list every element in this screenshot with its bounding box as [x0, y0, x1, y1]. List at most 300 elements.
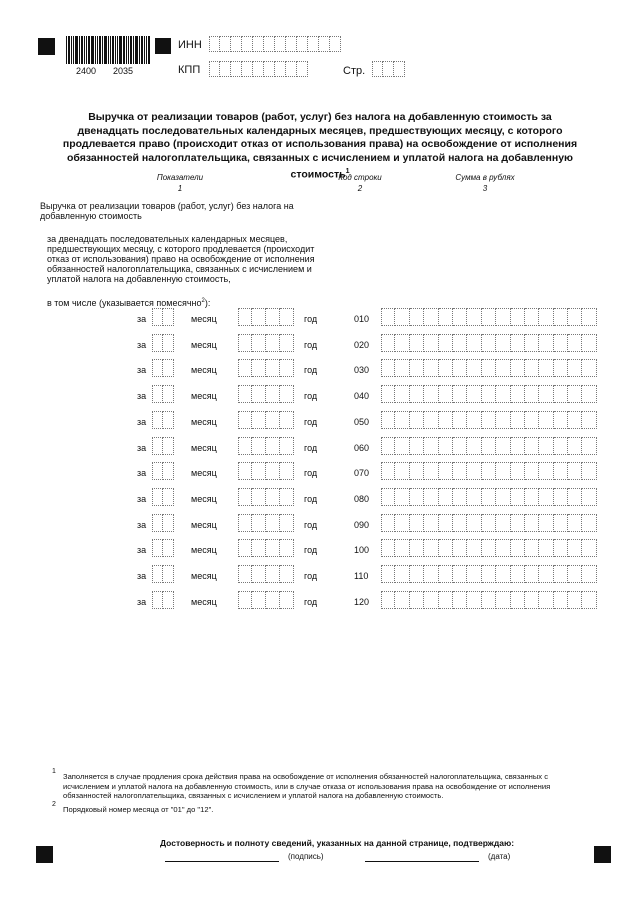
- input-cell[interactable]: [238, 591, 252, 609]
- input-cell[interactable]: [381, 539, 395, 557]
- input-cell[interactable]: [482, 514, 496, 532]
- input-cell[interactable]: [152, 411, 163, 429]
- input-cell[interactable]: [252, 539, 266, 557]
- input-cell[interactable]: [424, 437, 438, 455]
- input-cell[interactable]: [286, 61, 297, 77]
- amount-field[interactable]: [381, 539, 597, 557]
- input-cell[interactable]: [511, 411, 525, 429]
- input-cell[interactable]: [252, 437, 266, 455]
- input-cell[interactable]: [238, 359, 252, 377]
- input-cell[interactable]: [582, 514, 596, 532]
- year-field[interactable]: [238, 334, 294, 352]
- input-cell[interactable]: [264, 61, 275, 77]
- input-cell[interactable]: [496, 359, 510, 377]
- input-cell[interactable]: [439, 488, 453, 506]
- input-cell[interactable]: [439, 514, 453, 532]
- input-cell[interactable]: [525, 488, 539, 506]
- input-cell[interactable]: [568, 514, 582, 532]
- input-cell[interactable]: [582, 539, 596, 557]
- input-cell[interactable]: [424, 462, 438, 480]
- input-cell[interactable]: [275, 61, 286, 77]
- input-cell[interactable]: [424, 591, 438, 609]
- input-cell[interactable]: [568, 591, 582, 609]
- input-cell[interactable]: [582, 488, 596, 506]
- input-cell[interactable]: [539, 488, 553, 506]
- input-cell[interactable]: [539, 539, 553, 557]
- input-cell[interactable]: [395, 591, 409, 609]
- input-cell[interactable]: [266, 359, 280, 377]
- input-cell[interactable]: [467, 591, 481, 609]
- input-cell[interactable]: [467, 359, 481, 377]
- input-cell[interactable]: [252, 462, 266, 480]
- input-cell[interactable]: [554, 359, 568, 377]
- input-cell[interactable]: [253, 36, 264, 52]
- input-cell[interactable]: [395, 565, 409, 583]
- input-cell[interactable]: [539, 565, 553, 583]
- input-cell[interactable]: [152, 565, 163, 583]
- input-cell[interactable]: [539, 591, 553, 609]
- input-cell[interactable]: [238, 488, 252, 506]
- input-cell[interactable]: [539, 359, 553, 377]
- input-cell[interactable]: [568, 359, 582, 377]
- input-cell[interactable]: [280, 359, 294, 377]
- input-cell[interactable]: [266, 462, 280, 480]
- input-cell[interactable]: [395, 359, 409, 377]
- input-cell[interactable]: [424, 488, 438, 506]
- input-cell[interactable]: [381, 411, 395, 429]
- month-number-field[interactable]: [152, 539, 174, 557]
- input-cell[interactable]: [568, 437, 582, 455]
- input-cell[interactable]: [280, 308, 294, 326]
- input-cell[interactable]: [231, 36, 242, 52]
- input-cell[interactable]: [511, 308, 525, 326]
- input-cell[interactable]: [539, 385, 553, 403]
- year-field[interactable]: [238, 591, 294, 609]
- input-cell[interactable]: [453, 591, 467, 609]
- month-number-field[interactable]: [152, 308, 174, 326]
- amount-field[interactable]: [381, 308, 597, 326]
- input-cell[interactable]: [554, 385, 568, 403]
- input-cell[interactable]: [280, 437, 294, 455]
- input-cell[interactable]: [582, 591, 596, 609]
- input-cell[interactable]: [511, 488, 525, 506]
- input-cell[interactable]: [163, 462, 174, 480]
- input-cell[interactable]: [238, 462, 252, 480]
- input-cell[interactable]: [152, 539, 163, 557]
- date-line[interactable]: [365, 861, 479, 862]
- input-cell[interactable]: [582, 385, 596, 403]
- year-field[interactable]: [238, 437, 294, 455]
- input-cell[interactable]: [152, 385, 163, 403]
- input-cell[interactable]: [511, 462, 525, 480]
- signature-line[interactable]: [165, 861, 279, 862]
- input-cell[interactable]: [266, 514, 280, 532]
- input-cell[interactable]: [266, 591, 280, 609]
- input-cell[interactable]: [525, 462, 539, 480]
- input-cell[interactable]: [511, 334, 525, 352]
- input-cell[interactable]: [163, 334, 174, 352]
- month-number-field[interactable]: [152, 514, 174, 532]
- input-cell[interactable]: [410, 308, 424, 326]
- input-cell[interactable]: [467, 539, 481, 557]
- input-cell[interactable]: [394, 61, 405, 77]
- input-cell[interactable]: [395, 462, 409, 480]
- input-cell[interactable]: [539, 308, 553, 326]
- input-cell[interactable]: [568, 334, 582, 352]
- input-cell[interactable]: [410, 334, 424, 352]
- input-cell[interactable]: [582, 334, 596, 352]
- input-cell[interactable]: [395, 514, 409, 532]
- year-field[interactable]: [238, 514, 294, 532]
- input-cell[interactable]: [496, 334, 510, 352]
- input-cell[interactable]: [280, 514, 294, 532]
- input-cell[interactable]: [266, 488, 280, 506]
- input-cell[interactable]: [467, 385, 481, 403]
- input-cell[interactable]: [424, 565, 438, 583]
- input-cell[interactable]: [568, 462, 582, 480]
- month-number-field[interactable]: [152, 462, 174, 480]
- input-cell[interactable]: [163, 359, 174, 377]
- input-cell[interactable]: [467, 462, 481, 480]
- input-cell[interactable]: [482, 539, 496, 557]
- input-cell[interactable]: [582, 411, 596, 429]
- input-cell[interactable]: [238, 411, 252, 429]
- input-cell[interactable]: [453, 539, 467, 557]
- input-cell[interactable]: [395, 488, 409, 506]
- input-cell[interactable]: [308, 36, 319, 52]
- input-cell[interactable]: [582, 359, 596, 377]
- input-cell[interactable]: [482, 359, 496, 377]
- input-cell[interactable]: [482, 565, 496, 583]
- input-cell[interactable]: [439, 411, 453, 429]
- input-cell[interactable]: [525, 334, 539, 352]
- input-cell[interactable]: [280, 411, 294, 429]
- input-cell[interactable]: [152, 334, 163, 352]
- input-cell[interactable]: [482, 462, 496, 480]
- input-cell[interactable]: [568, 308, 582, 326]
- input-cell[interactable]: [381, 514, 395, 532]
- input-cell[interactable]: [252, 308, 266, 326]
- input-cell[interactable]: [330, 36, 341, 52]
- input-cell[interactable]: [453, 514, 467, 532]
- year-field[interactable]: [238, 462, 294, 480]
- input-cell[interactable]: [238, 437, 252, 455]
- year-field[interactable]: [238, 539, 294, 557]
- input-cell[interactable]: [511, 514, 525, 532]
- input-cell[interactable]: [453, 462, 467, 480]
- input-cell[interactable]: [511, 385, 525, 403]
- input-cell[interactable]: [410, 488, 424, 506]
- input-cell[interactable]: [525, 591, 539, 609]
- input-cell[interactable]: [554, 539, 568, 557]
- month-number-field[interactable]: [152, 334, 174, 352]
- input-cell[interactable]: [266, 565, 280, 583]
- input-cell[interactable]: [410, 565, 424, 583]
- month-number-field[interactable]: [152, 565, 174, 583]
- input-cell[interactable]: [554, 462, 568, 480]
- input-cell[interactable]: [482, 411, 496, 429]
- input-cell[interactable]: [280, 488, 294, 506]
- input-cell[interactable]: [439, 359, 453, 377]
- input-cell[interactable]: [163, 411, 174, 429]
- input-cell[interactable]: [482, 437, 496, 455]
- amount-field[interactable]: [381, 334, 597, 352]
- input-cell[interactable]: [163, 437, 174, 455]
- input-cell[interactable]: [286, 36, 297, 52]
- input-cell[interactable]: [220, 36, 231, 52]
- input-cell[interactable]: [280, 565, 294, 583]
- input-cell[interactable]: [163, 488, 174, 506]
- input-cell[interactable]: [525, 539, 539, 557]
- input-cell[interactable]: [252, 385, 266, 403]
- input-cell[interactable]: [568, 565, 582, 583]
- input-cell[interactable]: [231, 61, 242, 77]
- input-cell[interactable]: [496, 385, 510, 403]
- input-cell[interactable]: [152, 359, 163, 377]
- input-cell[interactable]: [467, 514, 481, 532]
- input-cell[interactable]: [280, 462, 294, 480]
- input-cell[interactable]: [453, 334, 467, 352]
- input-cell[interactable]: [410, 462, 424, 480]
- input-cell[interactable]: [511, 591, 525, 609]
- input-cell[interactable]: [439, 308, 453, 326]
- input-cell[interactable]: [424, 539, 438, 557]
- input-cell[interactable]: [152, 308, 163, 326]
- input-cell[interactable]: [482, 308, 496, 326]
- input-cell[interactable]: [496, 488, 510, 506]
- input-cell[interactable]: [496, 591, 510, 609]
- year-field[interactable]: [238, 488, 294, 506]
- input-cell[interactable]: [467, 565, 481, 583]
- input-cell[interactable]: [238, 539, 252, 557]
- input-cell[interactable]: [496, 514, 510, 532]
- input-cell[interactable]: [395, 308, 409, 326]
- amount-field[interactable]: [381, 565, 597, 583]
- input-cell[interactable]: [238, 565, 252, 583]
- input-cell[interactable]: [266, 385, 280, 403]
- input-cell[interactable]: [152, 591, 163, 609]
- input-cell[interactable]: [424, 514, 438, 532]
- input-cell[interactable]: [297, 36, 308, 52]
- input-cell[interactable]: [381, 565, 395, 583]
- input-cell[interactable]: [381, 462, 395, 480]
- input-cell[interactable]: [252, 411, 266, 429]
- input-cell[interactable]: [381, 308, 395, 326]
- input-cell[interactable]: [482, 385, 496, 403]
- input-cell[interactable]: [209, 61, 220, 77]
- input-cell[interactable]: [496, 411, 510, 429]
- input-cell[interactable]: [266, 411, 280, 429]
- input-cell[interactable]: [280, 591, 294, 609]
- input-cell[interactable]: [280, 385, 294, 403]
- input-cell[interactable]: [242, 61, 253, 77]
- input-cell[interactable]: [554, 411, 568, 429]
- input-cell[interactable]: [266, 539, 280, 557]
- input-cell[interactable]: [410, 437, 424, 455]
- input-cell[interactable]: [453, 411, 467, 429]
- year-field[interactable]: [238, 359, 294, 377]
- input-cell[interactable]: [482, 591, 496, 609]
- input-cell[interactable]: [554, 591, 568, 609]
- month-number-field[interactable]: [152, 359, 174, 377]
- input-cell[interactable]: [439, 437, 453, 455]
- month-number-field[interactable]: [152, 385, 174, 403]
- input-cell[interactable]: [381, 591, 395, 609]
- page-number-field[interactable]: [372, 61, 405, 77]
- input-cell[interactable]: [381, 385, 395, 403]
- input-cell[interactable]: [410, 385, 424, 403]
- input-cell[interactable]: [511, 359, 525, 377]
- input-cell[interactable]: [439, 539, 453, 557]
- input-cell[interactable]: [152, 488, 163, 506]
- amount-field[interactable]: [381, 514, 597, 532]
- input-cell[interactable]: [568, 385, 582, 403]
- input-cell[interactable]: [467, 488, 481, 506]
- input-cell[interactable]: [439, 565, 453, 583]
- month-number-field[interactable]: [152, 591, 174, 609]
- input-cell[interactable]: [410, 359, 424, 377]
- input-cell[interactable]: [252, 488, 266, 506]
- input-cell[interactable]: [554, 308, 568, 326]
- amount-field[interactable]: [381, 591, 597, 609]
- input-cell[interactable]: [539, 514, 553, 532]
- input-cell[interactable]: [511, 539, 525, 557]
- input-cell[interactable]: [525, 385, 539, 403]
- input-cell[interactable]: [424, 385, 438, 403]
- input-cell[interactable]: [395, 385, 409, 403]
- input-cell[interactable]: [568, 411, 582, 429]
- input-cell[interactable]: [238, 334, 252, 352]
- input-cell[interactable]: [395, 334, 409, 352]
- input-cell[interactable]: [163, 385, 174, 403]
- input-cell[interactable]: [424, 359, 438, 377]
- input-cell[interactable]: [496, 462, 510, 480]
- input-cell[interactable]: [372, 61, 383, 77]
- amount-field[interactable]: [381, 462, 597, 480]
- input-cell[interactable]: [209, 36, 220, 52]
- input-cell[interactable]: [582, 565, 596, 583]
- input-cell[interactable]: [410, 539, 424, 557]
- input-cell[interactable]: [453, 359, 467, 377]
- input-cell[interactable]: [264, 36, 275, 52]
- input-cell[interactable]: [266, 334, 280, 352]
- year-field[interactable]: [238, 565, 294, 583]
- input-cell[interactable]: [482, 488, 496, 506]
- input-cell[interactable]: [525, 514, 539, 532]
- input-cell[interactable]: [381, 437, 395, 455]
- input-cell[interactable]: [424, 308, 438, 326]
- input-cell[interactable]: [410, 514, 424, 532]
- input-cell[interactable]: [511, 565, 525, 583]
- input-cell[interactable]: [163, 565, 174, 583]
- input-cell[interactable]: [381, 359, 395, 377]
- input-cell[interactable]: [395, 437, 409, 455]
- input-cell[interactable]: [467, 308, 481, 326]
- input-cell[interactable]: [252, 565, 266, 583]
- input-cell[interactable]: [238, 308, 252, 326]
- input-cell[interactable]: [467, 334, 481, 352]
- input-cell[interactable]: [539, 334, 553, 352]
- input-cell[interactable]: [252, 591, 266, 609]
- input-cell[interactable]: [152, 462, 163, 480]
- input-cell[interactable]: [582, 437, 596, 455]
- input-cell[interactable]: [266, 308, 280, 326]
- input-cell[interactable]: [439, 591, 453, 609]
- input-cell[interactable]: [439, 385, 453, 403]
- input-cell[interactable]: [152, 514, 163, 532]
- input-cell[interactable]: [253, 61, 264, 77]
- inn-field[interactable]: [209, 36, 341, 52]
- input-cell[interactable]: [496, 308, 510, 326]
- month-number-field[interactable]: [152, 411, 174, 429]
- input-cell[interactable]: [525, 308, 539, 326]
- amount-field[interactable]: [381, 411, 597, 429]
- input-cell[interactable]: [554, 514, 568, 532]
- kpp-field[interactable]: [209, 61, 308, 77]
- input-cell[interactable]: [482, 334, 496, 352]
- input-cell[interactable]: [554, 565, 568, 583]
- input-cell[interactable]: [424, 411, 438, 429]
- input-cell[interactable]: [439, 334, 453, 352]
- input-cell[interactable]: [395, 411, 409, 429]
- input-cell[interactable]: [280, 334, 294, 352]
- input-cell[interactable]: [453, 565, 467, 583]
- input-cell[interactable]: [381, 488, 395, 506]
- input-cell[interactable]: [280, 539, 294, 557]
- input-cell[interactable]: [568, 488, 582, 506]
- input-cell[interactable]: [496, 437, 510, 455]
- input-cell[interactable]: [163, 514, 174, 532]
- month-number-field[interactable]: [152, 488, 174, 506]
- input-cell[interactable]: [410, 591, 424, 609]
- input-cell[interactable]: [238, 514, 252, 532]
- input-cell[interactable]: [496, 539, 510, 557]
- input-cell[interactable]: [525, 411, 539, 429]
- input-cell[interactable]: [266, 437, 280, 455]
- input-cell[interactable]: [554, 437, 568, 455]
- input-cell[interactable]: [539, 411, 553, 429]
- input-cell[interactable]: [453, 488, 467, 506]
- year-field[interactable]: [238, 308, 294, 326]
- amount-field[interactable]: [381, 385, 597, 403]
- input-cell[interactable]: [424, 334, 438, 352]
- year-field[interactable]: [238, 385, 294, 403]
- input-cell[interactable]: [242, 36, 253, 52]
- input-cell[interactable]: [539, 437, 553, 455]
- input-cell[interactable]: [453, 308, 467, 326]
- input-cell[interactable]: [297, 61, 308, 77]
- input-cell[interactable]: [568, 539, 582, 557]
- input-cell[interactable]: [525, 359, 539, 377]
- input-cell[interactable]: [582, 308, 596, 326]
- input-cell[interactable]: [152, 437, 163, 455]
- input-cell[interactable]: [220, 61, 231, 77]
- input-cell[interactable]: [252, 334, 266, 352]
- input-cell[interactable]: [467, 437, 481, 455]
- amount-field[interactable]: [381, 437, 597, 455]
- input-cell[interactable]: [539, 462, 553, 480]
- month-number-field[interactable]: [152, 437, 174, 455]
- input-cell[interactable]: [439, 462, 453, 480]
- input-cell[interactable]: [319, 36, 330, 52]
- input-cell[interactable]: [525, 437, 539, 455]
- input-cell[interactable]: [582, 462, 596, 480]
- input-cell[interactable]: [467, 411, 481, 429]
- input-cell[interactable]: [238, 385, 252, 403]
- input-cell[interactable]: [163, 539, 174, 557]
- input-cell[interactable]: [410, 411, 424, 429]
- input-cell[interactable]: [395, 539, 409, 557]
